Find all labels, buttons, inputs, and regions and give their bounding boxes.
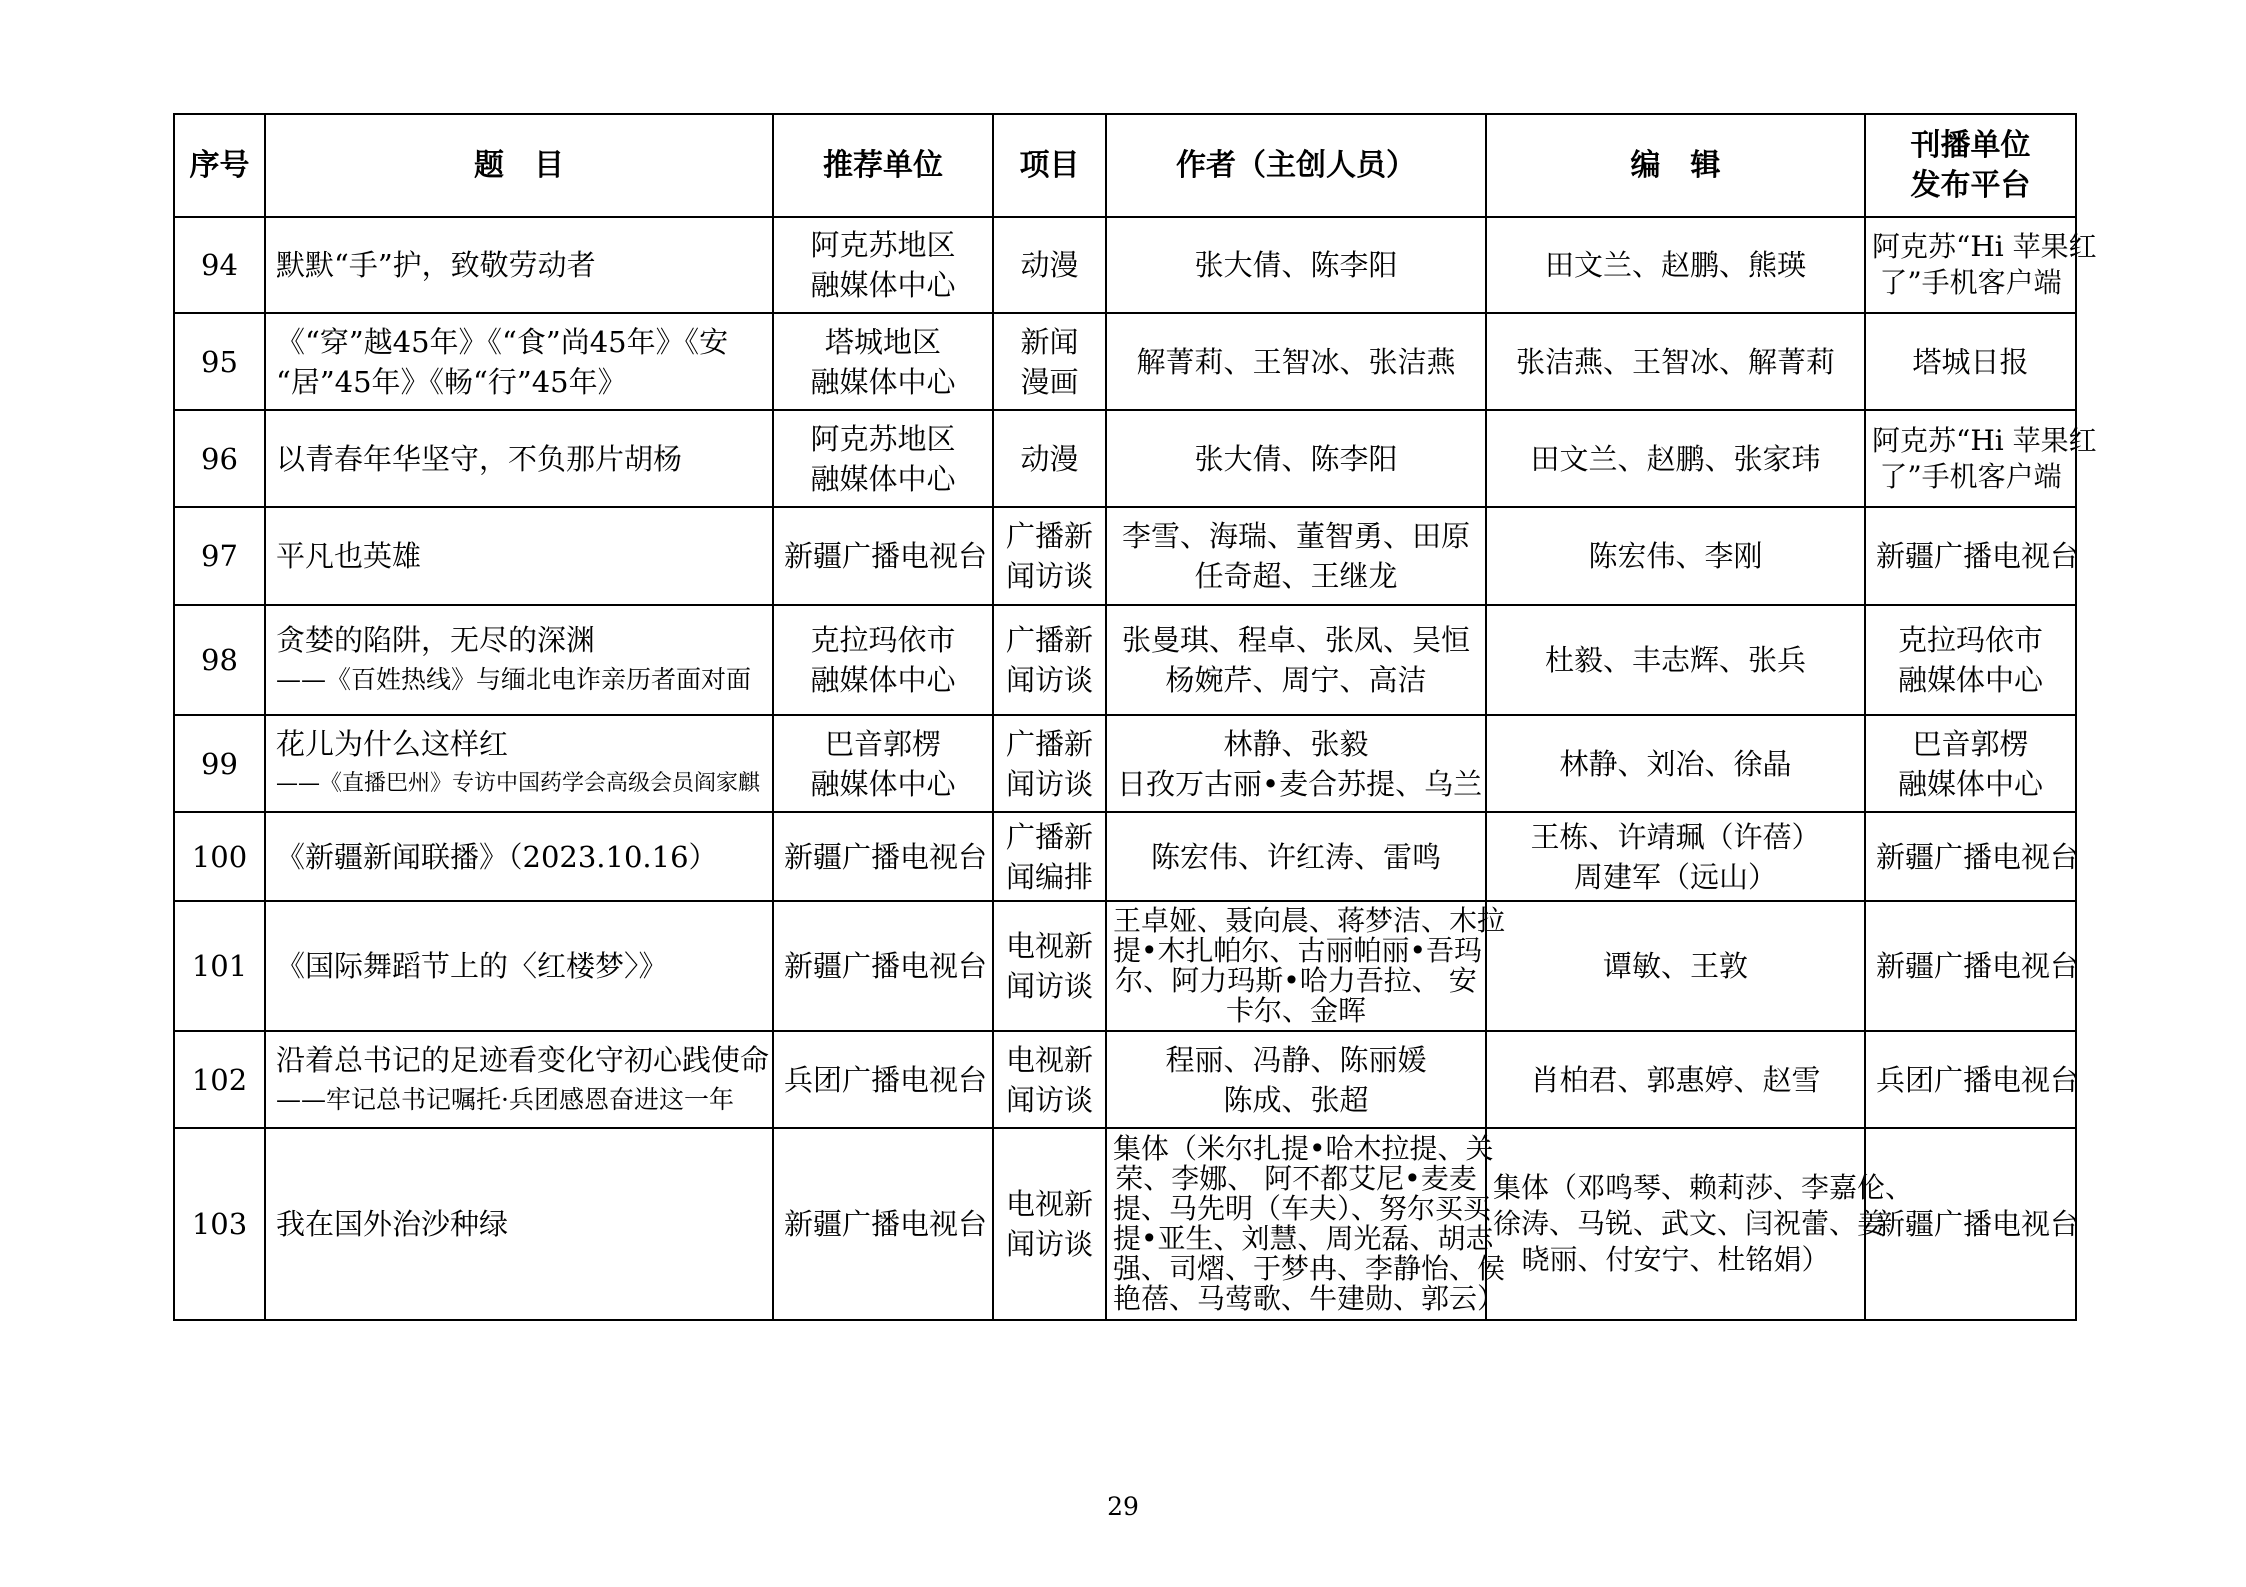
- title-line: 以青春年华坚守，不负那片胡杨: [276, 441, 683, 476]
- cell-unit: [773, 715, 993, 812]
- awards-table: [173, 113, 2097, 1321]
- cell-platform: [1865, 812, 2080, 901]
- header-item: 项目: [993, 114, 1106, 217]
- unit-line: 兵团广播电视台: [784, 1062, 988, 1097]
- table-row: [174, 313, 2076, 410]
- cell-editor: [1486, 715, 1865, 812]
- cell-item: [993, 605, 1106, 715]
- table-row: [174, 901, 2076, 1031]
- cell-no: 103: [174, 1128, 265, 1320]
- author-line: 张大倩、陈李阳: [1194, 248, 1398, 282]
- cell-platform: [1865, 217, 2097, 313]
- cell-item: [993, 313, 1106, 410]
- cell-item: [993, 812, 1106, 901]
- header-editor: 编 辑: [1486, 114, 1865, 217]
- cell-item: [993, 1031, 1106, 1128]
- platform-line: 新疆广播电视台: [1876, 539, 2080, 573]
- cell-platform: [1865, 605, 2076, 715]
- table-row: [174, 605, 2076, 715]
- title-line: 默默“手”护，致敬劳动者: [276, 248, 596, 282]
- title-line: 《“穿”越45年》《“食”尚45年》《安: [276, 324, 729, 359]
- editor-line: 晓丽、付安宁、杜铭娟）: [1521, 1243, 1830, 1276]
- cell-author: [1106, 217, 1486, 313]
- item-line: 电视新: [1005, 1042, 1093, 1077]
- cell-title: [265, 812, 773, 901]
- cell-platform: [1865, 715, 2076, 812]
- cell-platform: [1865, 901, 2080, 1031]
- item-line: 闻访谈: [1005, 663, 1093, 697]
- cell-no: 94: [174, 217, 265, 313]
- title-line: ——牢记总书记嘱托·兵团感恩奋进这一年: [276, 1084, 734, 1114]
- platform-line: 阿克苏“Hi 苹果红: [1872, 423, 2097, 457]
- unit-line: 克拉玛依市: [810, 623, 956, 657]
- platform-line: 新疆广播电视台: [1876, 1207, 2080, 1241]
- cell-editor: [1486, 812, 1865, 901]
- unit-line: 融媒体中心: [810, 461, 956, 496]
- item-line: 闻访谈: [1005, 1227, 1093, 1261]
- item-line: 闻编排: [1005, 859, 1093, 894]
- cell-title: [265, 507, 773, 605]
- item-line: 漫画: [1020, 364, 1079, 399]
- author-line: 荣、李娜、 阿不都艾尼•麦麦: [1115, 1162, 1477, 1195]
- item-line: 闻访谈: [1005, 1082, 1093, 1117]
- title-line: 花儿为什么这样红: [276, 726, 509, 761]
- table-row: [174, 1128, 2076, 1320]
- author-line: 提、马先明（车夫）、努尔买买: [1113, 1192, 1492, 1225]
- item-line: 动漫: [1020, 248, 1079, 282]
- header-platform-line1: 刊播单位: [1910, 127, 2031, 163]
- cell-author: [1106, 812, 1486, 901]
- unit-line: 新疆广播电视台: [784, 949, 988, 983]
- table-row: [174, 715, 2076, 812]
- cell-item: [993, 1128, 1106, 1320]
- item-line: 闻访谈: [1005, 559, 1093, 593]
- table-row: [174, 1031, 2076, 1128]
- cell-title: [265, 313, 773, 410]
- cell-author: [1106, 605, 1486, 715]
- author-line: 强、司熠、于梦冉、李静怡、侯: [1113, 1252, 1506, 1285]
- item-line: 闻访谈: [1005, 969, 1093, 1003]
- title-line: 《新疆新闻联播》（2023.10.16）: [276, 839, 718, 874]
- editor-line: 杜毅、丰志辉、张兵: [1544, 643, 1806, 677]
- author-line: 解菁莉、王智冰、张洁燕: [1136, 344, 1456, 379]
- cell-unit: [773, 313, 993, 410]
- unit-line: 融媒体中心: [810, 268, 956, 302]
- header-platform: [1865, 114, 2076, 217]
- item-line: 广播新: [1005, 519, 1093, 553]
- unit-line: 新疆广播电视台: [784, 539, 988, 573]
- item-line: 电视新: [1005, 1187, 1093, 1221]
- cell-item: [993, 901, 1106, 1031]
- author-line: 林静、张毅: [1223, 726, 1369, 761]
- cell-platform: [1865, 1128, 2080, 1320]
- author-line: 艳蓓、马莺歌、牛建勋、郭云）: [1113, 1282, 1506, 1315]
- title-line: ——《直播巴州》专访中国药学会高级会员阎家麒: [276, 770, 761, 796]
- header-author: 作者（主创人员）: [1106, 114, 1486, 217]
- table-row: [174, 410, 2076, 507]
- item-line: 新闻: [1020, 324, 1079, 359]
- unit-line: 巴音郭楞: [824, 726, 941, 761]
- cell-title: [265, 410, 773, 507]
- table-row: [174, 507, 2076, 605]
- editor-line: 林静、刘冶、徐晶: [1559, 746, 1792, 781]
- editor-line: 田文兰、赵鹏、张家玮: [1530, 441, 1821, 476]
- item-line: 电视新: [1005, 929, 1093, 963]
- editor-line: 徐涛、马锐、武文、闫祝蕾、姜: [1493, 1207, 1886, 1240]
- platform-line: 克拉玛依市: [1897, 623, 2043, 657]
- cell-author: [1106, 1031, 1486, 1128]
- platform-line: 新疆广播电视台: [1876, 949, 2080, 983]
- editor-line: 王栋、许靖珮（许蓓）: [1530, 819, 1821, 854]
- cell-editor: [1486, 901, 1865, 1031]
- editor-line: 肖柏君、郭惠婷、赵雪: [1530, 1062, 1821, 1097]
- table-row: [174, 812, 2076, 901]
- unit-line: 融媒体中心: [810, 766, 956, 801]
- cell-platform: [1865, 410, 2097, 507]
- author-line: 日孜万古丽•麦合苏提、乌兰: [1117, 766, 1483, 801]
- editor-line: 周建军（远山）: [1573, 859, 1777, 894]
- cell-platform: [1865, 313, 2076, 410]
- cell-unit: [773, 1031, 993, 1128]
- item-line: 闻访谈: [1005, 766, 1093, 801]
- editor-line: 张洁燕、王智冰、解菁莉: [1515, 344, 1835, 379]
- header-no: 序号: [174, 114, 265, 217]
- table-row: [174, 217, 2076, 313]
- platform-line: 兵团广播电视台: [1876, 1062, 2080, 1097]
- header-title: 题 目: [265, 114, 773, 217]
- author-line: 任奇超、王继龙: [1194, 559, 1398, 593]
- unit-line: 阿克苏地区: [810, 228, 956, 262]
- cell-no: 101: [174, 901, 265, 1031]
- cell-editor: [1486, 1128, 1914, 1320]
- cell-unit: [773, 901, 993, 1031]
- unit-line: 阿克苏地区: [810, 421, 956, 456]
- cell-platform: [1865, 507, 2080, 605]
- cell-no: 96: [174, 410, 265, 507]
- title-line: 贪婪的陷阱，无尽的深渊: [276, 623, 596, 657]
- editor-line: 集体（邓鸣琴、赖莉莎、李嘉伦、: [1493, 1171, 1914, 1204]
- item-line: 动漫: [1020, 441, 1079, 476]
- title-line: 《国际舞蹈节上的〈红楼梦〉》: [276, 949, 668, 983]
- cell-title: [265, 901, 773, 1031]
- header-platform-line2: 发布平台: [1910, 167, 2031, 203]
- cell-unit: [773, 410, 993, 507]
- author-line: 程丽、冯静、陈丽媛: [1165, 1042, 1427, 1077]
- cell-author: [1106, 1128, 1506, 1320]
- cell-no: 102: [174, 1031, 265, 1128]
- header-unit: 推荐单位: [773, 114, 993, 217]
- author-line: 杨婉芹、周宁、高洁: [1165, 663, 1427, 697]
- item-line: 广播新: [1005, 726, 1093, 761]
- title-line: ——《百姓热线》与缅北电诈亲历者面对面: [276, 665, 752, 694]
- cell-unit: [773, 507, 993, 605]
- platform-line: 阿克苏“Hi 苹果红: [1872, 230, 2097, 263]
- unit-line: 塔城地区: [824, 324, 941, 359]
- editor-line: 陈宏伟、李刚: [1588, 539, 1763, 573]
- cell-editor: [1486, 605, 1865, 715]
- unit-line: 融媒体中心: [810, 663, 956, 697]
- author-line: 陈成、张超: [1223, 1082, 1369, 1117]
- header-row: [174, 114, 2076, 217]
- cell-platform: [1865, 1031, 2080, 1128]
- cell-editor: [1486, 313, 1865, 410]
- author-line: 李雪、海瑞、董智勇、田原: [1121, 519, 1470, 553]
- cell-author: [1106, 715, 1486, 812]
- author-line: 张曼琪、程卓、张凤、吴恒: [1121, 623, 1470, 657]
- cell-no: 97: [174, 507, 265, 605]
- cell-no: 95: [174, 313, 265, 410]
- platform-line: 了”手机客户端: [1879, 459, 2062, 493]
- platform-line: 融媒体中心: [1897, 663, 2043, 697]
- title-line: 我在国外治沙种绿: [276, 1207, 509, 1241]
- platform-line: 新疆广播电视台: [1876, 839, 2080, 874]
- cell-editor: [1486, 507, 1865, 605]
- title-line: “居”45年》《畅“行”45年》: [276, 364, 627, 399]
- unit-line: 融媒体中心: [810, 364, 956, 399]
- title-line: 沿着总书记的足迹看变化守初心践使命: [276, 1042, 770, 1077]
- cell-title: [265, 715, 773, 812]
- platform-line: 了”手机客户端: [1879, 266, 2062, 299]
- page-number: 29: [1107, 1492, 1139, 1521]
- cell-item: [993, 507, 1106, 605]
- cell-title: [265, 217, 773, 313]
- cell-no: 98: [174, 605, 265, 715]
- platform-line: 融媒体中心: [1897, 766, 2043, 801]
- cell-editor: [1486, 410, 1865, 507]
- author-line: 集体（米尔扎提•哈木拉提、关: [1113, 1132, 1494, 1165]
- cell-author: [1106, 313, 1486, 410]
- author-line: 尔、阿力玛斯•哈力吾拉、 安: [1115, 964, 1477, 997]
- title-line: 平凡也英雄: [276, 539, 422, 573]
- cell-title: [265, 605, 773, 715]
- cell-item: [993, 410, 1106, 507]
- cell-unit: [773, 605, 993, 715]
- cell-item: [993, 217, 1106, 313]
- cell-unit: [773, 812, 993, 901]
- unit-line: 新疆广播电视台: [784, 839, 988, 874]
- platform-line: 塔城日报: [1912, 344, 2029, 379]
- cell-editor: [1486, 217, 1865, 313]
- cell-unit: [773, 217, 993, 313]
- cell-author: [1106, 507, 1486, 605]
- unit-line: 新疆广播电视台: [784, 1207, 988, 1241]
- author-line: 陈宏伟、许红涛、雷鸣: [1150, 839, 1441, 874]
- author-line: 张大倩、陈李阳: [1194, 441, 1398, 476]
- editor-line: 田文兰、赵鹏、熊瑛: [1544, 248, 1806, 282]
- cell-title: [265, 1031, 773, 1128]
- editor-line: 谭敏、王敦: [1602, 949, 1748, 983]
- author-line: 提•亚生、刘慧、周光磊、胡志: [1113, 1222, 1494, 1255]
- author-line: 卡尔、金晖: [1225, 994, 1366, 1027]
- author-line: 王卓娅、聂向晨、蒋梦洁、木拉: [1113, 904, 1506, 937]
- author-line: 提•木扎帕尔、古丽帕丽•吾玛: [1113, 934, 1483, 967]
- cell-author: [1106, 410, 1486, 507]
- cell-unit: [773, 1128, 993, 1320]
- cell-item: [993, 715, 1106, 812]
- item-line: 广播新: [1005, 819, 1093, 854]
- cell-no: 99: [174, 715, 265, 812]
- cell-title: [265, 1128, 773, 1320]
- cell-editor: [1486, 1031, 1865, 1128]
- cell-author: [1106, 901, 1506, 1031]
- cell-no: 100: [174, 812, 265, 901]
- item-line: 广播新: [1005, 623, 1093, 657]
- platform-line: 巴音郭楞: [1912, 726, 2029, 761]
